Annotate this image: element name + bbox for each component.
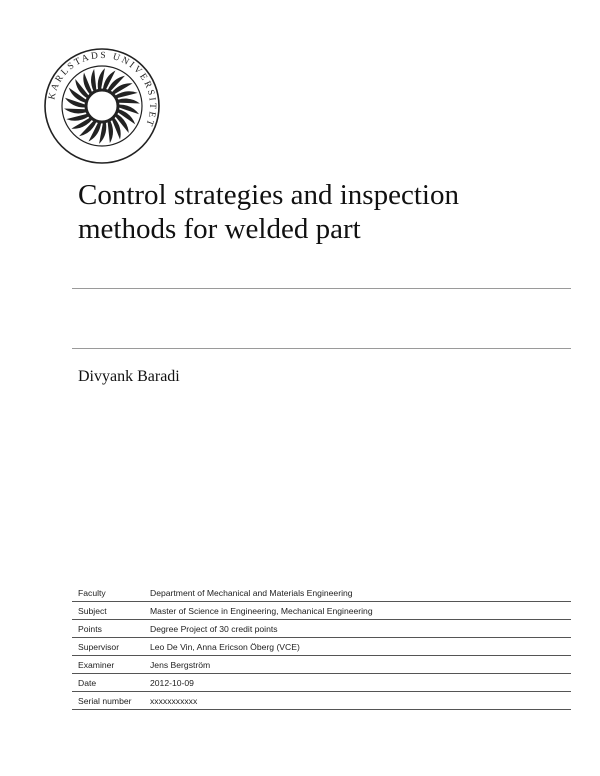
faculty-value: Department of Mechanical and Materials Engineering [142,584,571,602]
seal-ray-shape [66,114,88,121]
seal-ray-shape [108,121,113,143]
table-row [72,656,571,674]
divider-top [72,288,571,289]
seal-ray-shape [115,91,137,98]
seal-ray-shape [64,108,86,113]
title-line-1: Control strategies and inspection [78,179,459,211]
examiner-label: Examiner [72,656,142,674]
table-row [72,620,571,638]
supervisor-label: Supervisor [72,638,142,656]
supervisor-value: Leo De Vin, Anna Ericson Öberg (VCE) [142,638,571,656]
title-line-2: methods for welded part [78,213,361,245]
points-label: Points [72,620,142,638]
seal-ray-shape [91,69,96,91]
thesis-metadata-table [72,584,571,710]
faculty-label: Faculty [72,584,142,602]
table-row [72,602,571,620]
points-value: Degree Project of 30 credit points [142,620,571,638]
table-row [72,674,571,692]
subject-value: Master of Science in Engineering, Mechanical Engineering [142,602,571,620]
serial-number-label: Serial number [72,692,142,710]
table-row [72,692,571,710]
table-row [72,638,571,656]
university-seal-logo [42,46,162,166]
table-row [72,584,571,602]
subject-label: Subject [72,602,142,620]
document-title [78,178,558,246]
examiner-value: Jens Bergström [142,656,571,674]
serial-number-value: xxxxxxxxxxx [142,692,571,710]
divider-bottom [72,348,571,349]
seal-ray-shape [118,99,140,104]
date-label: Date [72,674,142,692]
svg-text:KARLSTADS UNIVERSITET: KARLSTADS UNIVERSITET [47,50,158,129]
author-name: Divyank Baradi [78,368,180,385]
date-value: 2012-10-09 [142,674,571,692]
